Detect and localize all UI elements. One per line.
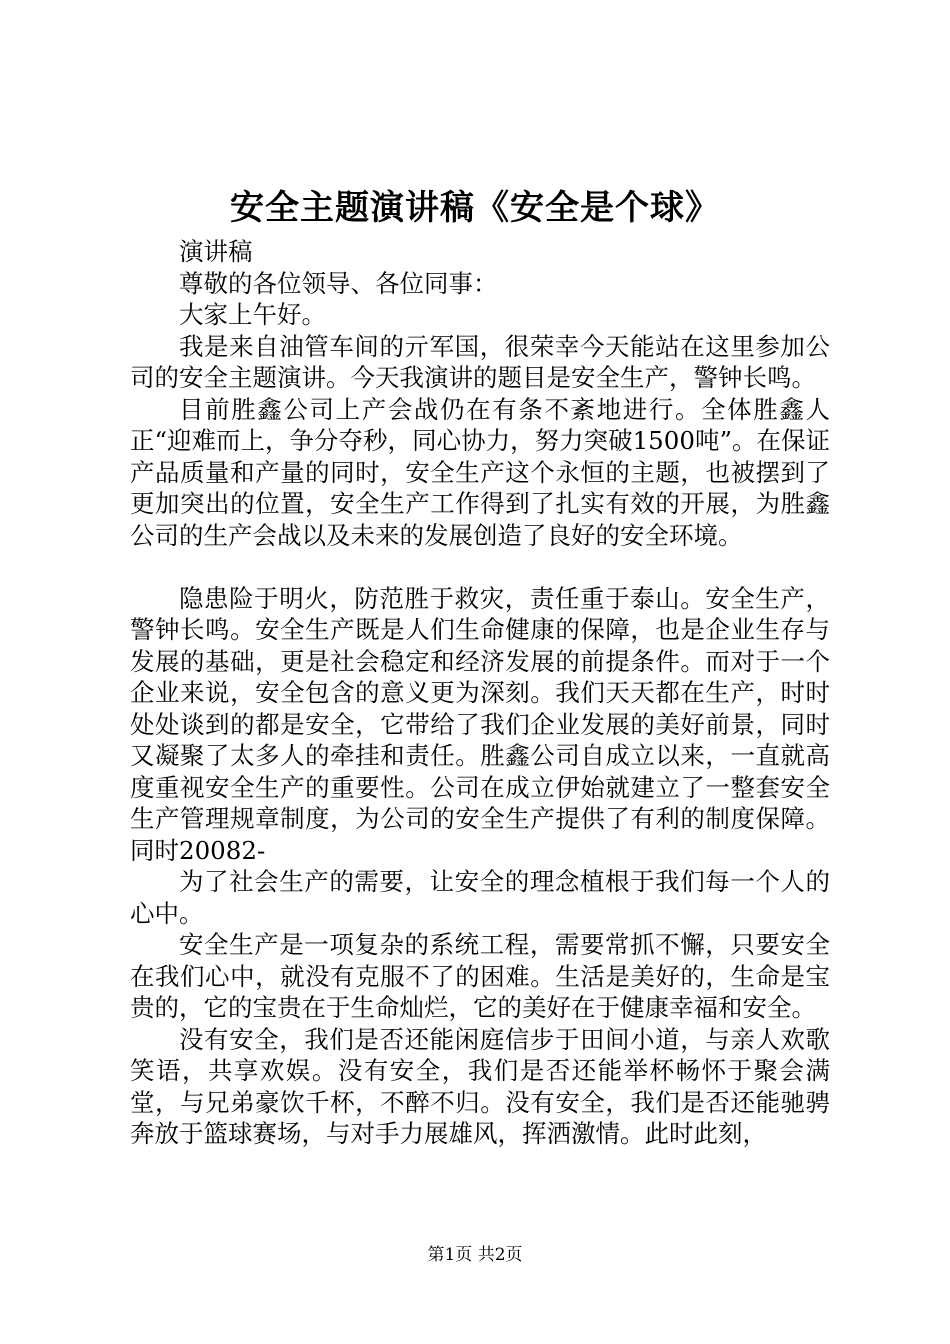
document-title: 安全主题演讲稿《安全是个球》 [230,188,720,228]
paragraph-greeting: 大家上午好。 [179,300,326,329]
page-number-footer: 第1页 共2页 [427,1245,523,1265]
paragraph-safety-importance: 隐患险于明火，防范胜于救灾，责任重于泰山。安全生产，警钟长鸣。安全生产既是人们生命健康的保障，也是企业生存与发展的基础，更是社会稳定和经济发展的前提条件。而对于一个企业来说，安全包含的意义更为深刻。我们天天都在生产，时时处处谈到的都是安全，它带给了我们企业发展的美好前景，同时又凝聚了太多人的牵挂和责任。胜鑫公司自成立以来，一直就高度重视安全生产的重要性。公司在成立伊始就建立了一整套安全生产管理规章制度，为公司的安全生产提供了有利的制度保障。同时20082- [130,583,830,865]
paragraph-salutation: 尊敬的各位领导、各位同事： [179,268,498,298]
paragraph-without-safety: 没有安全，我们是否还能闲庭信步于田间小道，与亲人欢歌笑语，共享欢娱。没有安全，我们是否还能举杯畅怀于聚会满堂，与兄弟豪饮千杯，不醉不归。没有安全，我们是否还能驰骋奔放于篮球赛场，与对手力展雄风，挥洒激情。此时此刻， [130,1024,830,1148]
document-body [130,236,830,1150]
paragraph-safety-engineering: 安全生产是一项复杂的系统工程，需要常抓不懈，只要安全在我们心中，就没有克服不了的困难。生活是美好的，生命是宝贵的，它的宝贵在于生命灿烂，它的美好在于健康幸福和安全。 [130,930,830,1022]
paragraph-introduction: 我是来自油管车间的亓军国，很荣幸今天能站在这里参加公司的安全主题演讲。今天我演讲的题目是安全生产，警钟长鸣。 [130,331,830,392]
paragraph-heading-label: 演讲稿 [179,237,253,266]
paragraph-safety-concept: 为了社会生产的需要，让安全的理念植根于我们每一个人的心中。 [130,867,830,928]
paragraph-company-status: 目前胜鑫公司上产会战仍在有条不紊地进行。全体胜鑫人正“迎难而上，争分夺秒，同心协力，努力突破1500吨”。在保证产品质量和产量的同时，安全生产这个永恒的主题，也被摆到了更加突出的位置，安全生产工作得到了扎实有效的开展，为胜鑫公司的生产会战以及未来的发展创造了良好的安全环境。 [130,394,830,550]
